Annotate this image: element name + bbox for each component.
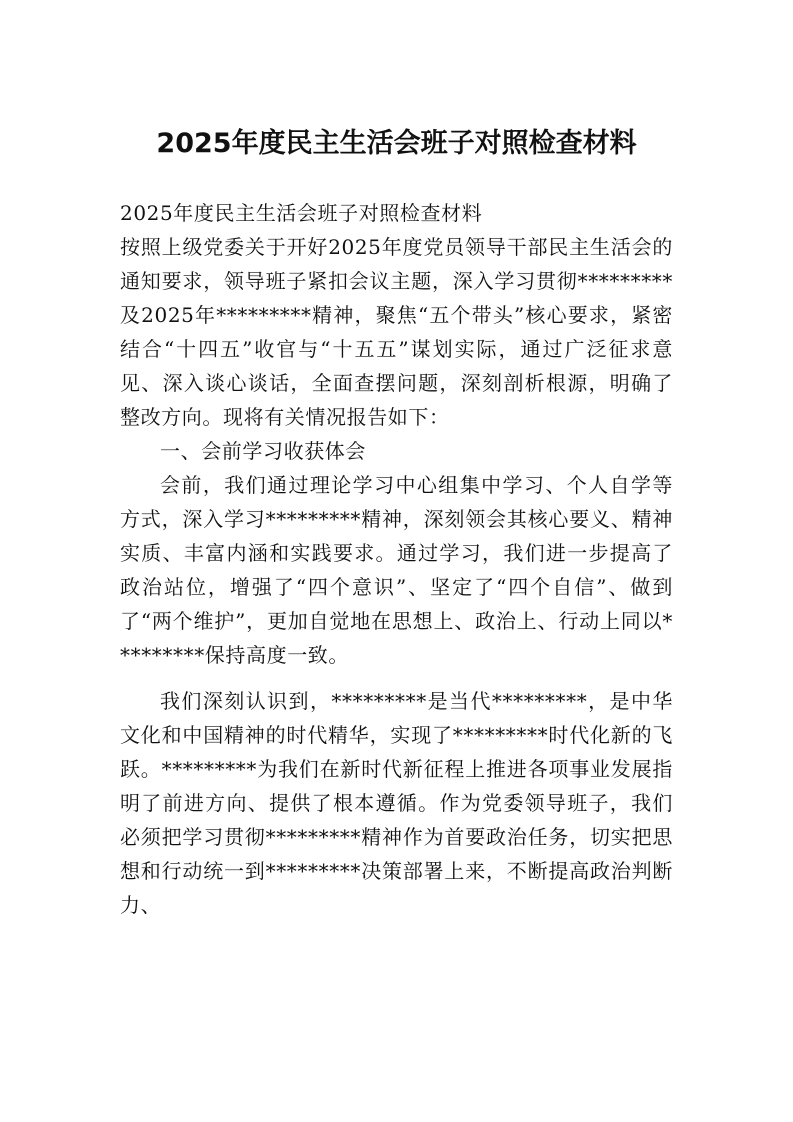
document-body — [120, 196, 673, 922]
paragraph-intro: 按照上级党委关于开好2025年度党员领导干部民主生活会的通知要求，领导班子紧扣会议主题，深入学习贯彻*********及2025年*********精神，聚焦“五个带头”核心要求，紧密结合“十四五”收官与“十五五”谋划实际，通过广泛征求意见、深入谈心谈话，全面查摆问题，深刻剖析根源，明确了整改方向。现将有关情况报告如下： — [120, 235, 673, 429]
paragraph-study: 会前，我们通过理论学习中心组集中学习、个人自学等方式，深入学习*********精神，深刻领会其核心要义、精神实质、丰富内涵和实践要求。通过学习，我们进一步提高了政治站位，增强了“四个意识”、坚定了“四个自信”、做到了“两个维护”，更加自觉地在思想上、政治上、行动上同以*********保持高度一致。 — [120, 473, 673, 667]
document-title: 2025年度民主生活会班子对照检查材料 — [156, 128, 637, 159]
paragraph-subtitle: 2025年度民主生活会班子对照检查材料 — [120, 201, 483, 225]
paragraph-understanding: 我们深刻认识到，*********是当代*********，是中华文化和中国精神的时代精华，实现了*********时代化新的飞跃。*********为我们在新时代新征程上推进各项事业发展指明了前进方向、提供了根本遵循。作为党委领导班子，我们必须把学习贯彻*********精神作为首要政治任务，切实把思想和行动统一到*********决策部署上来，不断提高政治判断力、 — [120, 689, 673, 917]
section-heading: 一、会前学习收获体会 — [160, 439, 366, 463]
